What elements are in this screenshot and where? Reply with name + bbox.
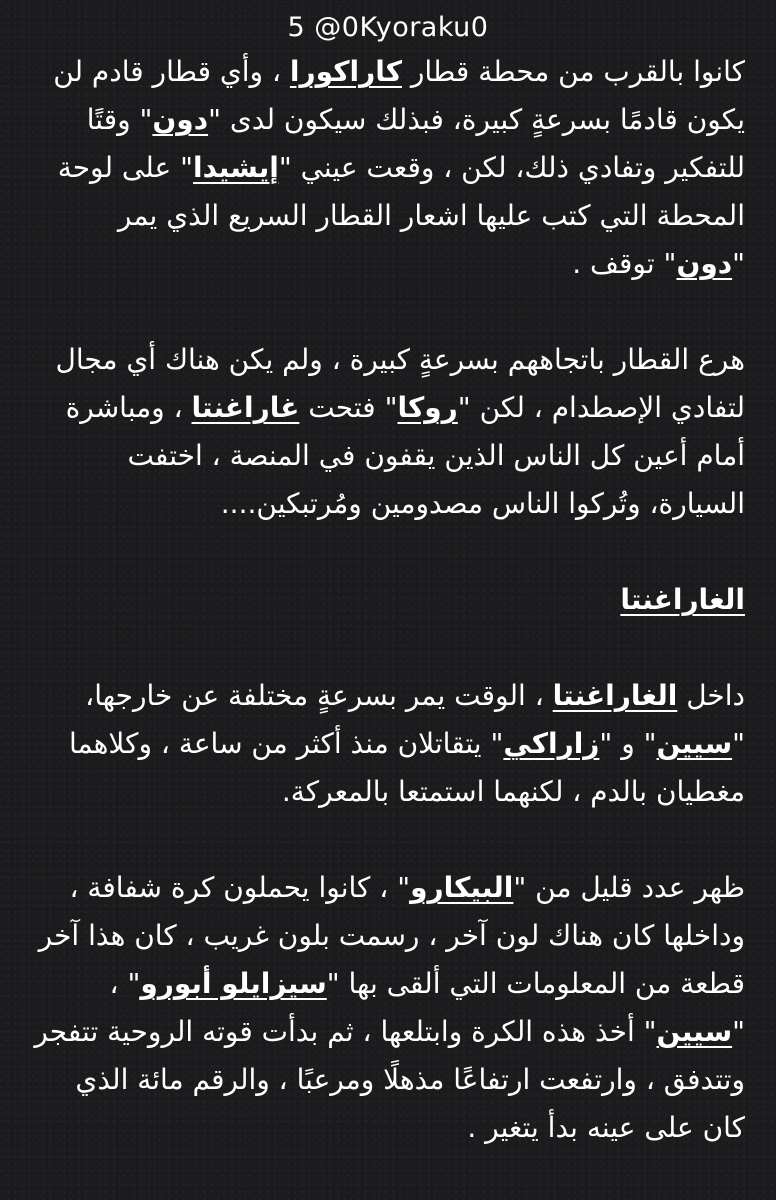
name-garganta: الغاراغنتا [552,679,678,712]
text-segment: ، الوقت يمر بسرعةٍ مختلفة عن خارجها، " [85,679,745,760]
text-segment: هرع القطار باتجاههم بسرعةٍ كبيرة ، ولم يكن هناك أي مجال لتفادي الإصطدام ، لكن " [55,343,745,424]
text-segment: " توقف . [572,247,677,280]
section-heading: الغاراغنتا [620,583,745,616]
text-segment: ، ومباشرة أمام أعين كل الناس الذين يقفون في المنصة ، اختفت السيارة، وتُركوا الناس مصدومين ومُرتبكين.... [65,391,745,520]
paragraph-3 [30,672,745,816]
name-garganta: غاراغنتا [191,391,300,424]
name-bikaro: البيكارو [410,871,514,904]
text-segment: " و " [599,727,657,760]
text-segment: " ، " [109,967,745,1048]
text-segment: " ، كانوا يحملون كرة شفافة ، وداخلها كان هناك لون آخر ، رسمت بلون غريب ، كان هذا آخر قطعة من المعلومات التي ألقى بها " [38,871,745,1000]
name-don: دون [676,247,733,280]
text-segment: " أخذ هذه الكرة وابتلعها ، ثم بدأت قوته الروحية تتفجر وتتدفق ، وارتفعت ارتفاعًا مذهلًا ومرعبًا ، والرقم مائة الذي كان على عينه بدأ يتغير . [34,1015,745,1144]
paragraph-2 [30,336,745,528]
paragraph-gap [30,288,745,336]
text-segment: داخل [677,679,745,712]
paragraph-gap [30,816,745,864]
name-seen: سيين [656,1015,733,1048]
name-don: دون [152,103,209,136]
paragraph-gap [30,528,745,576]
paragraph-1 [30,48,745,288]
text-segment: " على لوحة المحطة التي كتب عليها اشعار القطار السريع الذي يمر " [57,151,745,280]
story-text [30,48,745,1152]
name-zaraki: زاراكي [503,727,600,760]
tweet-header: 5 @0Kyoraku0 [287,12,489,43]
text-segment: ، وأي قطار قادم لن يكون قادمًا بسرعةٍ كبيرة، فبذلك سيكون لدى " [53,55,745,136]
text-segment: " وقتًا للتفكير وتفادي ذلك، لكن ، وقعت عيني " [86,103,745,184]
name-karakura: كاراكورا [289,55,402,88]
name-szayel-aporro: سيزايلو أبورو [140,967,327,1000]
text-segment: " يتقاتلان منذ أكثر من ساعة ، وكلاهما مغطيان بالدم ، لكنهما استمتعا بالمعركة. [68,727,745,808]
text-segment: ظهر عدد قليل من " [513,871,745,904]
paragraph-4 [30,864,745,1152]
name-ruka: روكا [397,391,458,424]
name-ishida: إيشيدا [193,151,279,184]
name-seen: سيين [656,727,733,760]
paragraph-gap [30,624,745,672]
text-segment: " فتحت [299,391,398,424]
text-segment: كانوا بالقرب من محطة قطار [402,55,745,88]
